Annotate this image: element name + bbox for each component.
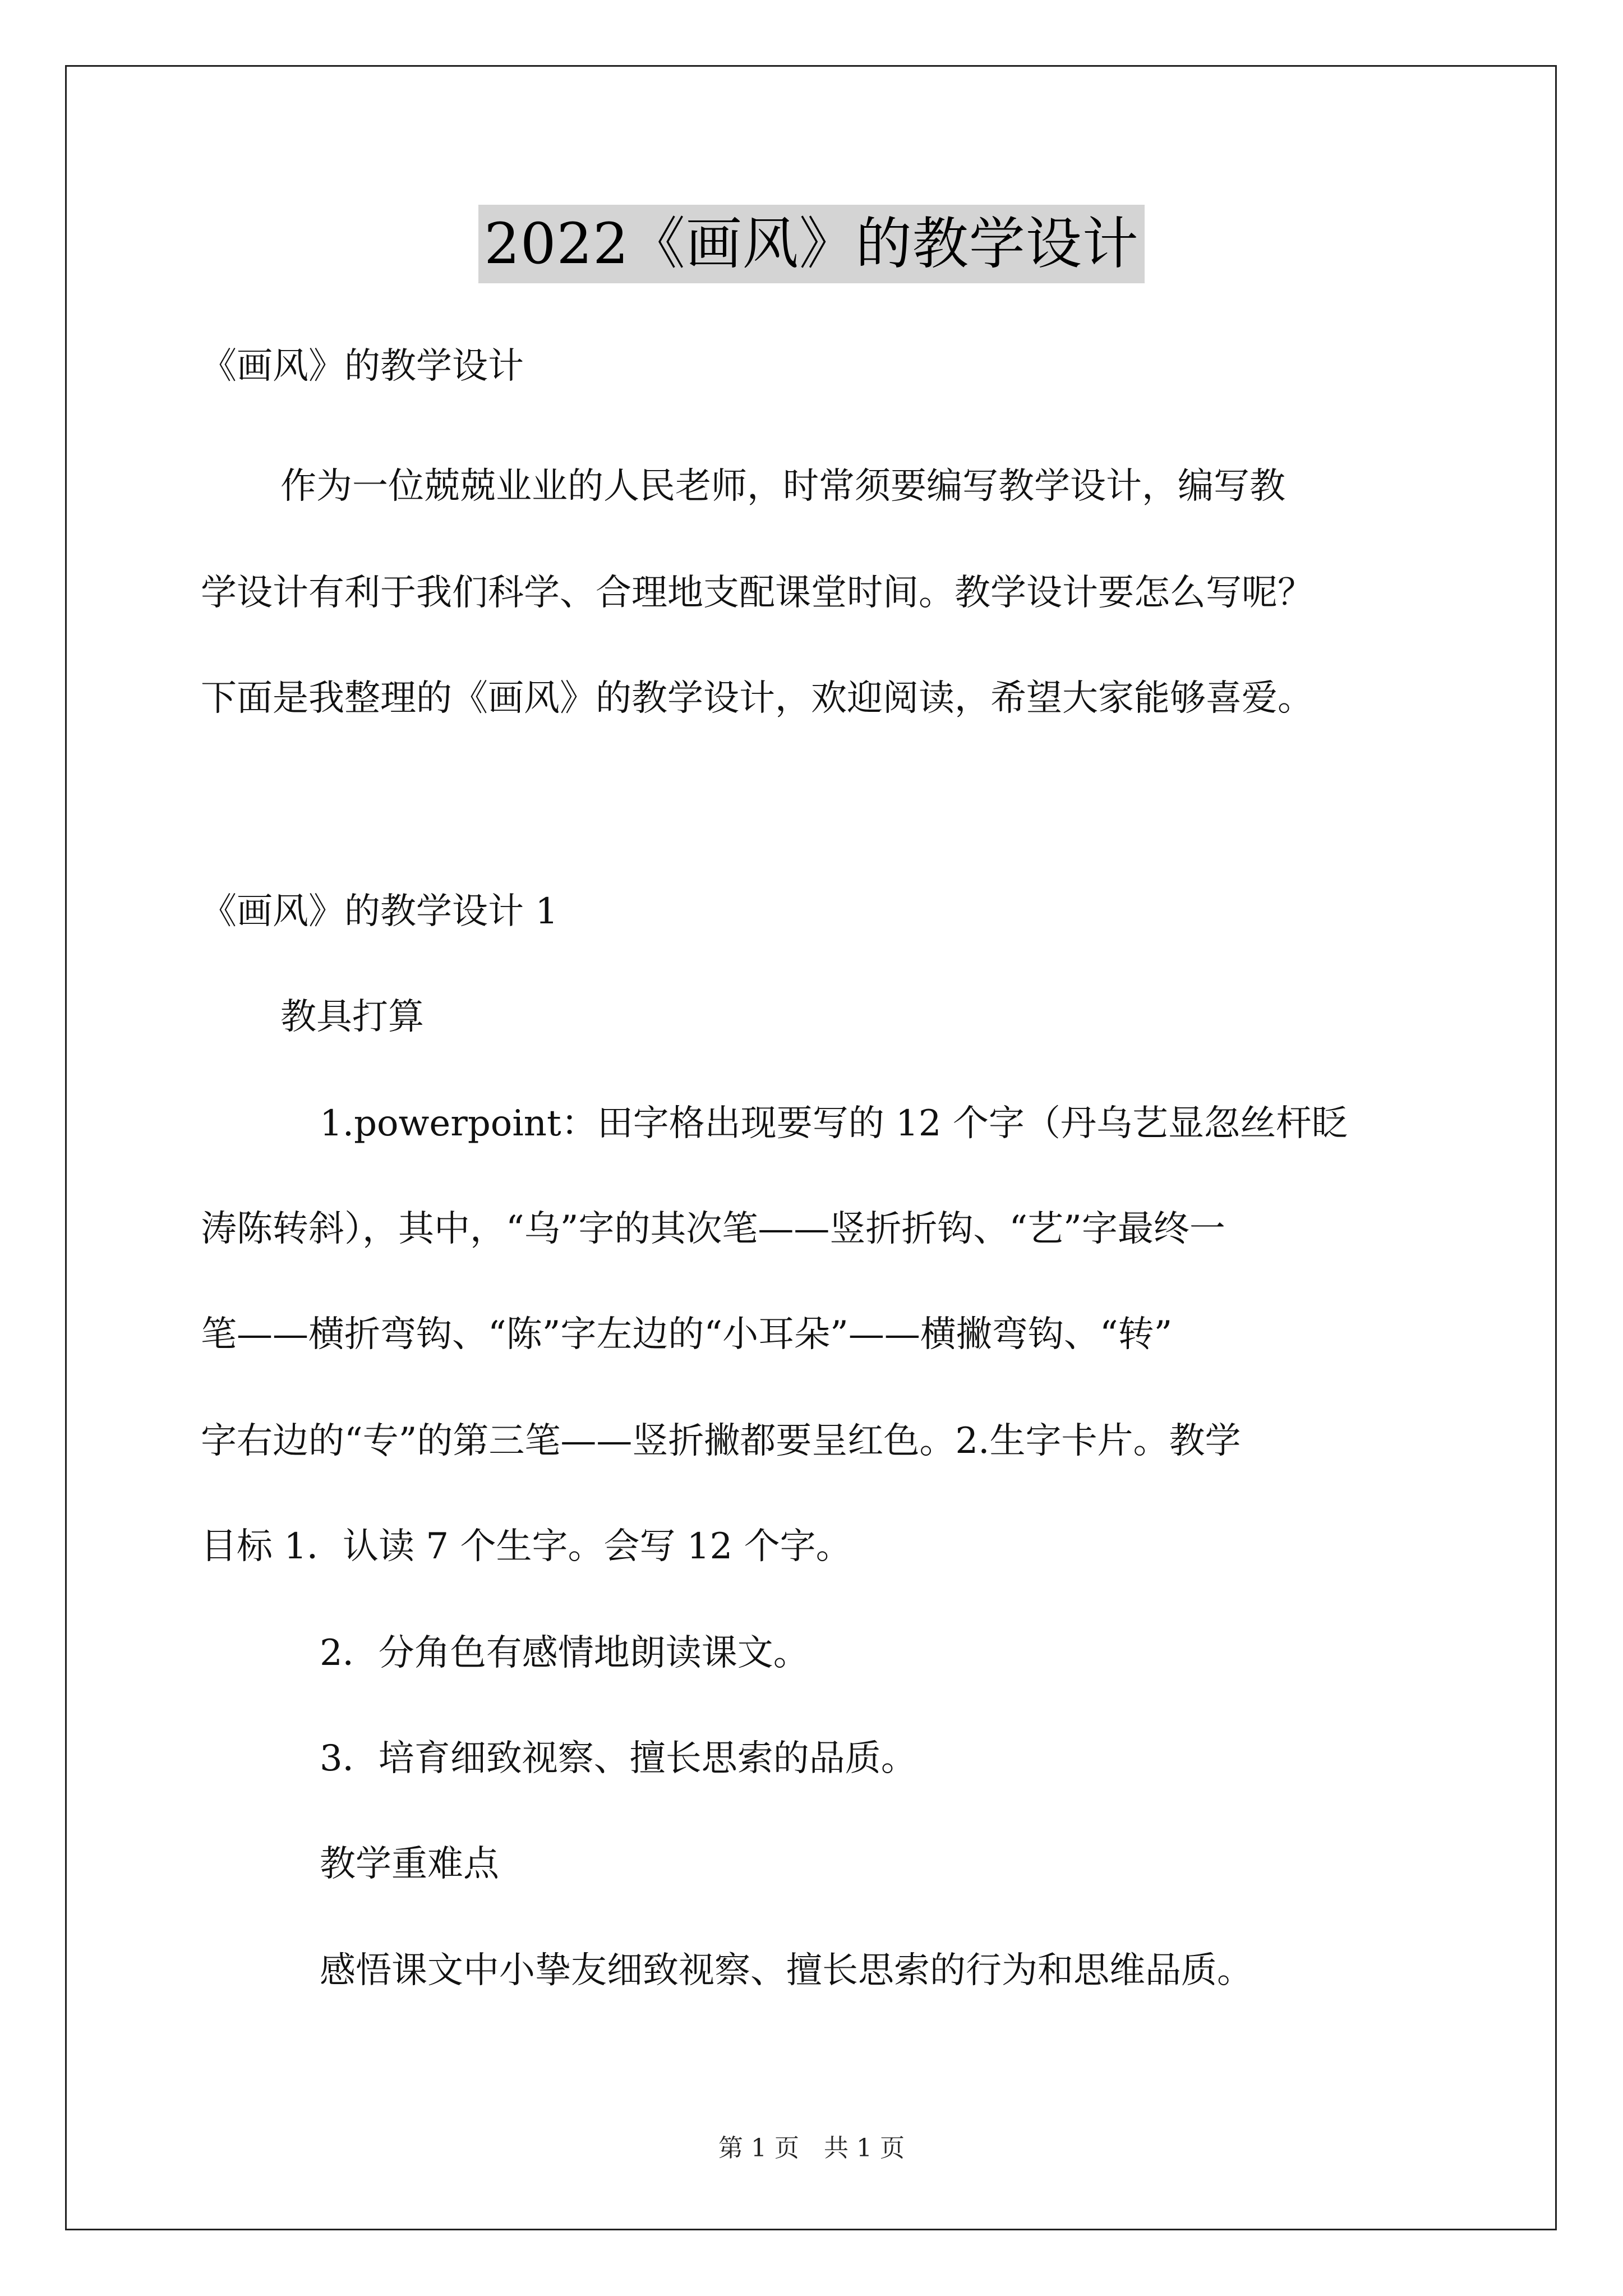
intro-line-1: 作为一位兢兢业业的人民老师，时常须要编写教学设计，编写教 <box>280 466 1285 507</box>
goal-2: 2．分角色有感情地朗读课文。 <box>320 1632 809 1674</box>
item1-line-3: 笔——横折弯钩、“陈”字左边的“小耳朵”——横撇弯钩、“转” <box>201 1314 1173 1355</box>
teaching-tools-heading: 教具打算 <box>280 996 424 1038</box>
goal-3: 3．培育细致视察、擅长思索的品质。 <box>320 1738 917 1779</box>
section-heading-1: 《画风》的教学设计 1 <box>201 891 559 932</box>
intro-line-2: 学设计有利于我们科学、合理地支配课堂时间。教学设计要怎么写呢？ <box>201 572 1313 614</box>
key-points-heading: 教学重难点 <box>320 1843 499 1885</box>
item1-line-4: 字右边的“专”的第三笔——竖折撇都要呈红色。2.生字卡片。教学 <box>201 1420 1241 1462</box>
item1-line-1: 1.powerpoint：田字格出现要写的 12 个字（丹乌艺显忽丝杆眨 <box>320 1103 1348 1144</box>
title-container <box>0 205 1623 283</box>
key-points-text: 感悟课文中小挚友细致视察、擅长思索的行为和思维品质。 <box>320 1950 1253 1991</box>
document-subtitle: 《画风》的教学设计 <box>201 346 524 387</box>
item1-line-2: 涛陈转斜），其中，“乌”字的其次笔——竖折折钩、“艺”字最终一 <box>201 1208 1225 1250</box>
document-title: 2022《画风》的教学设计 <box>478 205 1145 283</box>
page-footer: 第 1 页 共 1 页 <box>718 2134 905 2162</box>
item1-line-5: 目标 1．认读 7 个生字。会写 12 个字。 <box>201 1526 852 1567</box>
intro-line-3: 下面是我整理的《画风》的教学设计，欢迎阅读，希望大家能够喜爱。 <box>201 678 1313 719</box>
